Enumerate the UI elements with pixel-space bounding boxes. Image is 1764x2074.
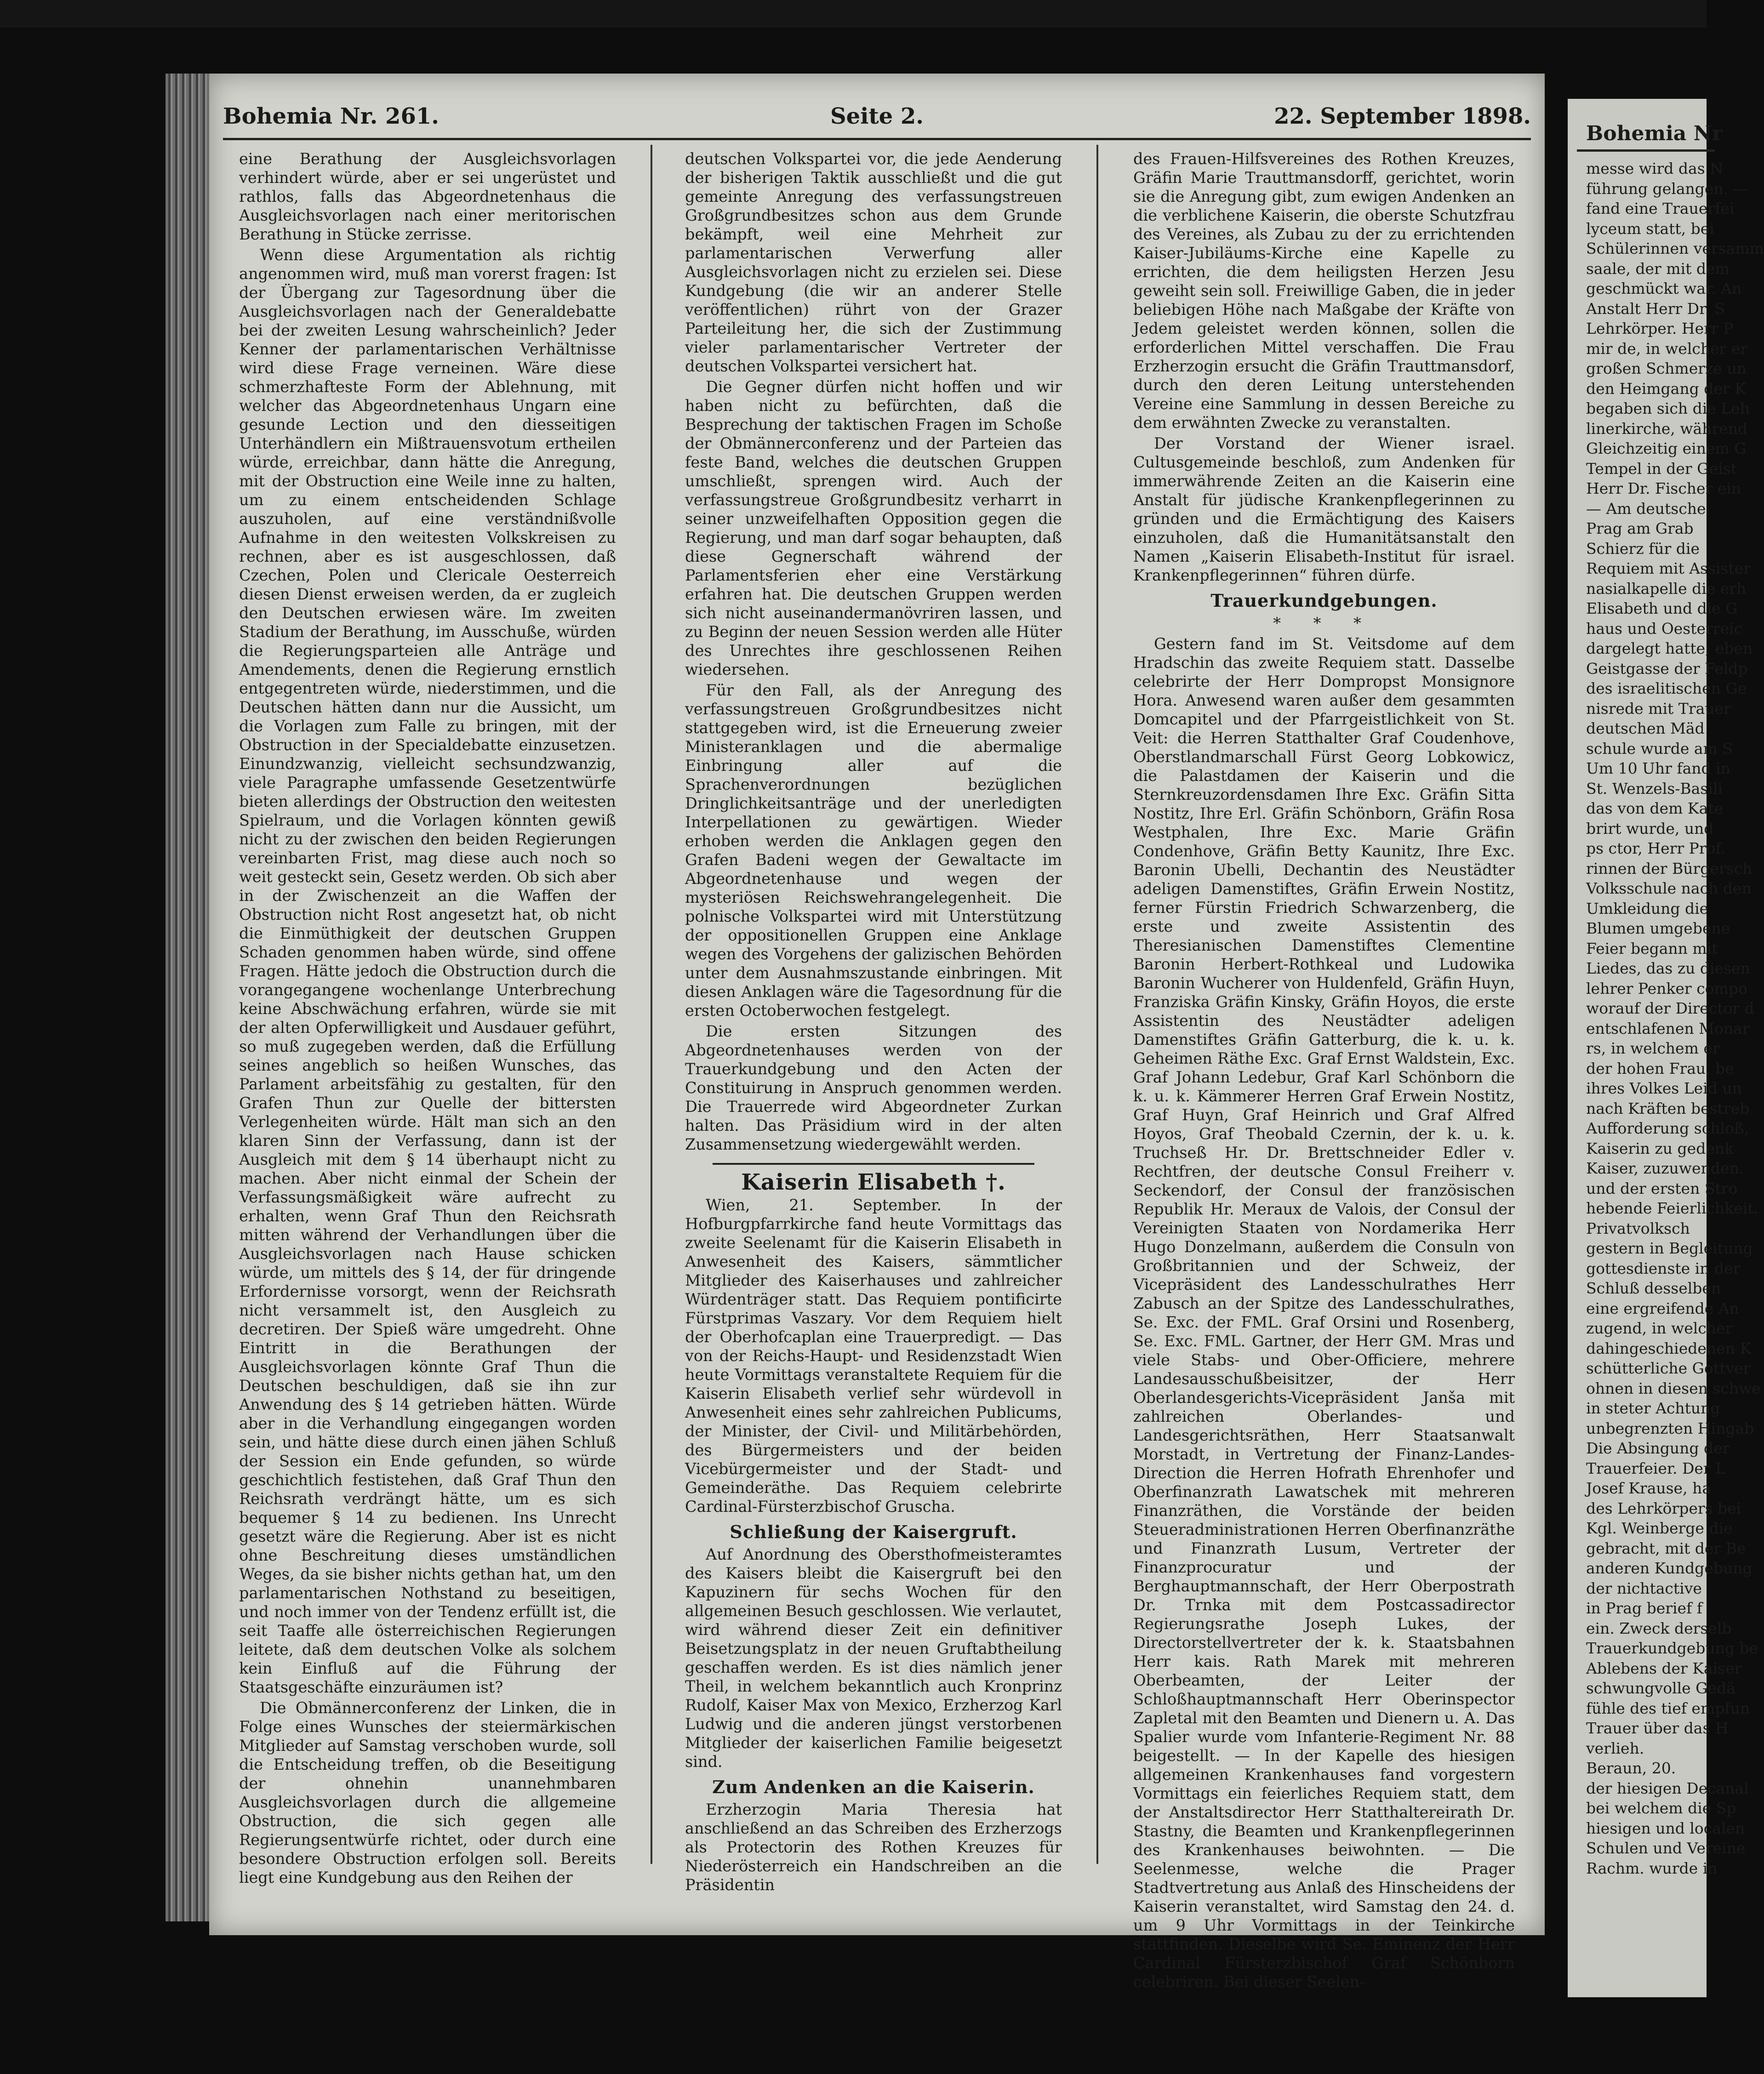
- next-page-fragment: [1568, 99, 1764, 1997]
- text-line: Beraun, 20.: [1586, 1759, 1676, 1777]
- text-line: verlieh.: [1586, 1739, 1644, 1757]
- text-line: rinnen der Bürgersch: [1586, 859, 1753, 877]
- column-1: [239, 149, 616, 1887]
- article-heading: Kaiserin Elisabeth †.: [741, 1169, 1006, 1195]
- text-line: geschmückt war. An: [1586, 279, 1742, 297]
- text-line: Trauer über das H: [1586, 1719, 1729, 1737]
- column-divider: [1096, 145, 1098, 1864]
- masthead-issue: Bohemia Nr. 261.: [223, 103, 439, 129]
- text-line: entschlafenen Monar: [1586, 1019, 1750, 1037]
- paragraph: Die ersten Sitzungen des Abgeordnetenhauses werden von der Trauerkundgebung und den Acten der Constituirung in Anspruch genommen werden. Die Trauerrede wird Abgeordneter Zurkan halten. Das Präsidium wird in der alten Zusammensetzung wiedergewählt werden.: [685, 1022, 1062, 1153]
- text-line: lyceum statt, bei: [1586, 219, 1714, 238]
- paragraph: Erzherzogin Maria Theresia hat anschließend an das Schreiben des Erzherzogs als Protectorin des Rothen Kreuzes für Niederösterreich ein Handschreiben an die Präsidentin: [685, 1801, 1062, 1894]
- paragraph: Wenn diese Argumentation als richtig angenommen wird, muß man vorerst fragen: Ist der Übergang zur Tagesordnung über die Ausgleichsvorlagen nach der Generaldebatte bei der zweiten Lesung wahrscheinlich? Jeder Kenner der parlamentarischen Verhältnisse wird diese Frage verneinen. Wäre diese schmerzhafteste Form der Ablehnung, mit welcher das Abgeordnetenhaus Ungarn eine gesunde Lection und den diesseitigen Unterhändlern ein Mißtrauensvotum ertheilen würde, erreichbar, dann hätte die Anregung, mit der Obstruction eine Weile inne zu halten, um zu einem entscheidenden Schlage auszuholen, auf eine verständnißvolle Aufnahme in den weitesten Volkskreisen zu rechnen, aber es ist ausgeschlossen, daß Czechen, Polen und Clericale Oesterreich diesen Dienst erweisen werden, da er zugleich den Deutschen erwiesen wäre. Im zweiten Stadium der Berathung, im Ausschuße, würden die Regierungsparteien alle Anträge und Amendements, denen die Regierung ernstlich entgegentreten würde, niederstimmen, und die Deutschen hätten dann nur die Aussicht, um die Vorlagen zum Falle zu bringen, mit der Obstruction in der Specialdebatte einzusetzen. Einundzwanzig, vielleicht sechsundzwanzig, viele Paragraphe umfassende Gesetzentwürfe bieten allerdings der Obstruction den weitesten Spielraum, und die Vorlagen könnten gewiß nicht zu der zwischen den beiden Regierungen vereinbarten Frist, mag diese auch noch so weit gesteckt sein, Gesetz werden. Ob sich aber in der Zwischenzeit an die Waffen der Obstruction nicht Rost angesetzt hat, ob nicht die Einmüthigkeit der deutschen Gruppen Schaden genommen haben würde, sind offene Fragen. Hätte jedoch die Obstruction durch die vorangegangene wochenlange Unterbrechung keine Abschwächung erfahren, würde sie mit der alten Opferwilligkeit und Ausdauer geführt, so muß zugegeben werden, daß die Erfüllung seines angeblich so heißen Wunsches, das Parlament arbeitsfähig zu gestalten, für den Grafen Thun zur Quelle der bittersten Verlegenheiten würde. Hält man sich an den klaren Sinn der Verfassung, dann ist der Ausgleich mit dem § 14 überhaupt nicht zu machen. Aber nicht einmal der Schein der Verfassungsmäßigkeit wäre aufrecht zu erhalten, wenn Graf Thun den Reichsrath mitten während der Verhandlungen über die Ausgleichsvorlagen nach Hause schicken würde, um mittels des § 14, der für dringende Erfordernisse vorsorgt, wenn der Reichsrath nicht versammelt ist, den Ausgleich zu decretiren. Der Spieß wäre umgedreht. Ohne Eintritt in die Berathungen der Ausgleichsvorlagen könnte Graf Thun die Deutschen beschuldigen, daß sie ihn zur Anwendung des § 14 getrieben hätten. Würde aber in die Verhandlung eingegangen worden sein, und hätte diese durch einen jähen Schluß der Session ein Ende gefunden, so würde geschichtlich festistehen, daß Graf Thun den Reichsrath verdrängt hätte, um es sich bequemer § 14 zu bedienen. Ins Unrecht gesetzt wäre die Regierung. Aber ist es nicht ohne Beschreitung dieses umständlichen Weges, da sie bisher nichts gethan hat, um den parlamentarischen Nothstand zu beseitigen, und noch immer von der Tendenz erfüllt ist, die seit Taaffe alle österreichischen Regierungen leitete, daß dem deutschen Volke als solchem kein Einfluß auf die Führung der Staatsgeschäfte einzuräumen ist?: [239, 246, 616, 1696]
- text-line: unbegrenzten Hingab: [1586, 1419, 1754, 1437]
- sub-heading: Schließung der Kaisergruft.: [730, 1521, 1017, 1542]
- text-line: führung gelangen. —: [1586, 179, 1748, 198]
- masthead-date: 22. September 1898.: [1274, 103, 1531, 129]
- text-line: Blumen umgebene: [1586, 919, 1730, 937]
- masthead-page-number: Seite 2.: [830, 103, 924, 129]
- text-line: Kaiserin zu gedenk: [1586, 1139, 1734, 1157]
- text-line: Privatvolksch: [1586, 1219, 1690, 1237]
- text-line: des Lehrkörpers bei: [1586, 1499, 1741, 1517]
- text-line: Die Absingung der: [1586, 1439, 1730, 1457]
- masthead-rule: [223, 138, 1531, 140]
- scan-background-band: [0, 0, 1707, 28]
- text-line: — Am deutsche: [1586, 499, 1706, 518]
- newspaper-page: [209, 74, 1545, 1991]
- text-line: Geistgasse der Feldp: [1586, 659, 1748, 678]
- sub-heading: Zum Andenken an die Kaiserin.: [712, 1777, 1035, 1797]
- text-line: anderen Kundgebung: [1586, 1559, 1753, 1577]
- text-line: Feier begann mit: [1586, 939, 1718, 957]
- text-line: ohnen in diesen schwe: [1586, 1379, 1761, 1397]
- next-page-header: Bohemia Nr: [1586, 122, 1723, 145]
- paragraph: Die Obmännerconferenz der Linken, die in Folge eines Wunsches der steiermärkischen Mitglieder auf Samstag verschoben wurde, soll die Entscheidung treffen, ob die Beseitigung der ohnehin unannehmbaren Ausgleichsvorlagen durch die allgemeine Obstruction, die sich gegen alle Regierungsentwürfe richtet, oder durch eine besondere Obstruction erfolgen soll. Bereits liegt eine Kundgebung aus den Reihen der: [239, 1699, 616, 1886]
- text-line: eine ergreifende An: [1586, 1299, 1739, 1317]
- paragraph: Die Gegner dürfen nicht hoffen und wir haben nicht zu befürchten, daß die Besprechung der taktischen Fragen im Schoße der Obmännerconferenz und der Parteien das feste Band, welches die deutschen Gruppen umschließt, sprengen wird. Auch der verfassungstreue Großgrundbesitz verharrt in seiner unzweifelhaften Opposition gegen die Regierung, und man darf sogar behaupten, daß diese Gegnerschaft während der Parlamentsferien eher eine Verstärkung erfahren hat. Die deutschen Gruppen werden sich nicht auseinandermanövriren lassen, und zu Beginn der neuen Session werden alle Hüter des Unrechtes ihre geschlossenen Reihen wiedersehen.: [685, 378, 1062, 678]
- text-line: brirt wurde, und: [1586, 819, 1714, 838]
- text-line: Liedes, das zu diesen: [1586, 959, 1750, 977]
- text-line: und der ersten Stro: [1586, 1179, 1738, 1197]
- text-line: messe wird das N: [1586, 160, 1723, 177]
- text-line: saale, der mit dem: [1586, 259, 1730, 278]
- section-rule: [713, 1163, 1034, 1165]
- paragraph: Der Vorstand der Wiener israel. Cultusgemeinde beschloß, zum Andenken für immerwährende Zeiten an die Kaiserin eine Anstalt für jüdische Krankenpflegerinnen zu gründen und die Ermächtigung des Kaisers einzuholen, daß die Humanitätsanstalt den Namen „Kaiserin Elisabeth-Institut für israel. Krankenpflegerinnen“ führen dürfe.: [1133, 434, 1515, 584]
- text-line: Gleichzeitig einem G: [1586, 439, 1747, 457]
- text-line: Schulen und Vereine: [1586, 1839, 1746, 1857]
- text-line: zugend, in welcher: [1586, 1319, 1733, 1337]
- text-line: das von dem Kate: [1586, 799, 1724, 817]
- paragraph: Wien, 21. September. In der Hofburgpfarrkirche fand heute Vormittags das zweite Seelenamt für die Kaiserin Elisabeth in Anwesenheit des Kaisers, sämmtlicher Mitglieder des Kaiserhauses und zahlreicher Würdenträger statt. Das Requiem pontificirte Fürstprimas Vaszary. Vor dem Requiem hielt der Oberhofcaplan eine Trauerpredigt. — Das von der Reichs-Haupt- und Residenzstadt Wien heute Vormittags veranstaltete Requiem für die Kaiserin Elisabeth verlief sehr würdevoll in Anwesenheit eines sehr zahlreichen Publicums, der Minister, der Civil- und Militärbehörden, des Bürgermeisters und der beiden Vicebürgermeister und der Stadt- und Gemeinderäthe. Das Requiem celebrirte Cardinal-Fürsterzbischof Gruscha.: [685, 1196, 1062, 1516]
- separator-stars: * * *: [1273, 614, 1375, 632]
- text-line: rs, in welchem er: [1586, 1039, 1720, 1057]
- text-line: der hiesigen Decanal: [1586, 1779, 1749, 1797]
- paragraph: Für den Fall, als der Anregung des verfassungstreuen Großgrundbesitzes nicht stattgegeben wird, ist die Erneuerung zweier Ministeranklagen und die abermalige Einbringung aller auf die Sprachenverordnungen bezüglichen Dringlichkeitsanträge und der unerledigten Interpellationen zu gewärtigen. Wieder erhoben werden die Anklagen gegen den Grafen Badeni wegen der Gewaltacte im Abgeordnetenhause und wegen der mysteriösen Reichswehrangelegenheit. Die polnische Volkspartei wird mit Unterstützung der oppositionellen Gruppen eine Anklage wegen des Vorgehens der galizischen Behörden unter dem Ausnahmszustande einbringen. Mit diesen Anklagen wäre die Tagesordnung für die ersten Octoberwochen festgelegt.: [685, 681, 1062, 1020]
- column-2: [685, 149, 1062, 1894]
- text-line: Ablebens der Kaiser: [1586, 1659, 1742, 1677]
- text-line: Trauerfeier. Der L: [1586, 1459, 1726, 1477]
- text-line: Elisabeth und die G: [1586, 599, 1738, 617]
- paragraph: des Frauen-Hilfsvereines des Rothen Kreuzes, Gräfin Marie Trauttmansdorff, gerichtet, worin sie die Anregung gibt, zum ewigen Andenken an die verblichene Kaiserin, die oberste Schutzfrau des Vereines, als Zubau zu der zu errichtenden Kaiser-Jubiläums-Kirche eine Kapelle zu errichten, die dem heiligsten Herzen Jesu geweiht sein soll. Freiwillige Gaben, die in jeder beliebigen Höhe nach Maßgabe der Kräfte von Jedem geleistet werden können, sollen die erforderlichen Mittel verschaffen. Die Frau Erzherzogin ersucht die Gräfin Trauttmansdorf, durch den deren Leitung unterstehenden Vereine eine Sammlung in dessen Bereiche zu dem erwähnten Zwecke zu veranstalten.: [1133, 150, 1515, 432]
- text-line: schwungvolle Gedä: [1586, 1679, 1735, 1697]
- text-line: fühle des tief empfun: [1586, 1699, 1750, 1717]
- sub-heading: Trauerkundgebungen.: [1210, 590, 1438, 611]
- text-line: großen Schmerze un: [1586, 359, 1747, 377]
- text-line: deutschen Mäd: [1586, 719, 1705, 737]
- text-line: gebracht, mit der Be: [1586, 1539, 1746, 1557]
- text-line: fand eine Trauerfei: [1586, 199, 1735, 217]
- text-line: gestern in Begleitung: [1586, 1239, 1753, 1257]
- text-line: Um 10 Uhr fand in: [1586, 759, 1730, 777]
- text-line: Tempel in der Geist: [1586, 459, 1737, 478]
- text-line: Aufforderung schloß,: [1586, 1119, 1749, 1137]
- book-page-edges: [166, 74, 209, 1921]
- text-line: des israelitischen Ge: [1586, 679, 1747, 697]
- text-line: Rachm. wurde in: [1586, 1859, 1718, 1877]
- text-line: worauf der Director d: [1586, 999, 1754, 1017]
- text-line: Umkleidung die: [1586, 899, 1709, 917]
- next-page-text: [1586, 159, 1764, 1878]
- text-line: ps ctor, Herr Prof.: [1586, 839, 1726, 857]
- text-line: Prag am Grab: [1586, 519, 1694, 537]
- masthead: [223, 103, 1531, 136]
- text-line: in steter Achtung: [1586, 1399, 1720, 1417]
- text-line: hiesigen und localen: [1586, 1819, 1745, 1837]
- text-line: begaben sich die Leh: [1586, 399, 1750, 417]
- text-line: Volksschule nach den: [1586, 879, 1752, 897]
- text-line: bei welchem die Sp: [1586, 1799, 1736, 1817]
- text-line: Kaiser, zuzuwenden.: [1586, 1159, 1744, 1177]
- text-line: Lehrkörper. Herr P: [1586, 319, 1734, 337]
- column-3: [1133, 149, 1515, 1991]
- text-line: den Heimgang der K: [1586, 379, 1746, 398]
- text-line: haus und Oesterreic: [1586, 619, 1743, 638]
- text-line: nasialkapelle die erh: [1586, 579, 1747, 598]
- text-line: ihres Volkes Leid un: [1586, 1079, 1742, 1097]
- text-line: hebende Feierlichkeit.: [1586, 1199, 1758, 1217]
- column-divider: [651, 145, 652, 1864]
- text-line: in Prag berief f: [1586, 1599, 1702, 1617]
- text-line: schütterliche Gottver: [1586, 1359, 1751, 1377]
- text-line: Schülerinnen versamm: [1586, 239, 1764, 257]
- text-line: Herr Dr. Fischer ein: [1586, 479, 1741, 497]
- text-line: Schierz für die: [1586, 539, 1700, 558]
- text-line: der nichtactive: [1586, 1579, 1702, 1597]
- text-line: Anstalt Herr Dr. S: [1586, 299, 1725, 318]
- paragraph: Gestern fand im St. Veitsdome auf dem Hradschin das zweite Requiem statt. Dasselbe celebrirte der Herr Dompropst Monsignore Hora. Anwesend waren außer dem gesammten Domcapitel und der Pfarrgeistlichkeit von St. Veit: die Herren Statthalter Graf Coudenhove, Oberstlandmarschall Fürst Georg Lobkowicz, die Palastdamen der Kaiserin und die Sternkreuzordensdamen Ihre Exc. Gräfin Sitta Nostitz, Ihre Erl. Gräfin Schönborn, Gräfin Rosa Westphalen, Ihre Exc. Marie Gräfin Condenhove, Gräfin Betty Kaunitz, Ihre Exc. Baronin Ubelli, Dechantin des Neustädter adeligen Damenstiftes, Gräfin Erwein Nostitz, ferner Fürstin Friedrich Schwarzenberg, die erste und zweite Assistentin des Theresianischen Damenstiftes Clementine Baronin Herbert-Rothkeal und Ludowika Baronin Wucherer von Huldenfeld, Gräfin Huyn, Franziska Gräfin Kinsky, Gräfin Hoyos, die erste Assistentin des Neustädter adeligen Damenstiftes Gräfin Gatterburg, die k. u. k. Geheimen Räthe Exc. Graf Ernst Waldstein, Exc. Graf Johann Ledebur, Graf Karl Schönborn die k. u. k. Kämmerer Herren Graf Erwein Nostitz, Graf Huyn, Graf Heinrich und Graf Alfred Hoyos, Graf Theobald Czernin, der k. u. k. Truchseß Hr. Dr. Brettschneider Edler v. Rechtfren, der deutsche Consul Freiherr v. Seckendorf, der Consul der französischen Republik Hr. Meraux de Valois, der Consul der Vereinigten Staaten von Nordamerika Herr Hugo Donzelmann, außerdem die Consuln von Großbritannien und der Schweiz, der Vicepräsident des Landesschulrathes Herr Zabusch an der Spitze des Landesschulrathes, Se. Exc. der FML. Graf Orsini und Rosenberg, Se. Exc. FML. Gartner, der Herr GM. Mras und viele Stabs- und Ober-Officiere, mehrere Landesausschußbeisitzer, der Herr Oberlandesgerichts-Vicepräsident Janša mit zahlreichen Oberlandes- und Landesgerichtsräthen, Herr Staatsanwalt Morstadt, in Vertretung der Finanz-Landes-Direction die Herren Hofrath Ehrenhofer und Oberfinanzrath Lawatschek mit mehreren Finanzräthen, die Vorstände der beiden Steueradministrationen Herren Oberfinanzräthe und Finanzrath Lusum, Vertreter der Finanzprocuratur und der Berghauptmannschaft, der Herr Oberpostrath Dr. Trnka mit dem Postcassadirector Regierungsrathe Joseph Lukes, der Directorstellvertreter der k. k. Staatsbahnen Herr kais. Rath Marek mit mehreren Oberbeamten, der Leiter der Schloßhauptmannschaft Herr Oberinspector Zapletal mit den Beamten und Dienern u. A. Das Spalier wurde vom Infanterie-Regiment Nr. 88 beigestellt. — In der Kapelle des hiesigen allgemeinen Krankenhauses fand vorgestern Vormittags ein feierliches Requiem statt, dem der Anstaltsdirector Herr Statthaltereirath Dr. Stastny, die Beamten und Krankenpflegerinnen des Krankenhauses beiwohnten. — Die Seelenmesse, welche die Prager Stadtvertretung aus Anlaß des Hinscheidens der Kaiserin veranstaltet, wird Samstag den 24. d. um 9 Uhr Vormittags in der Teinkirche stattfinden. Dieselbe wird Se. Eminenz der Herr Cardinal Fürsterzbischof Graf Schönborn celebriren. Bei dieser Seelen-: [1133, 635, 1515, 1991]
- text-line: St. Wenzels-Basili: [1586, 779, 1723, 798]
- text-line: dargelegt hatte; eben: [1586, 639, 1753, 657]
- paragraph: deutschen Volkspartei vor, die jede Aenderung der bisherigen Taktik ausschließt und die gut gemeinte Anregung des verfassungstreuen Großgrundbesitzes schon aus dem Grunde bekämpft, weil eine Mehrheit zur parlamentarischen Verwerfung aller Ausgleichsvorlagen nicht zu erzielen sei. Diese Kundgebung (die wir an anderer Stelle veröffentlichen) rührt von der Grazer Parteileitung her, die sich der Zustimmung vieler parlamentarischer Vertreter der deutschen Volkspartei versichert hat.: [685, 150, 1062, 375]
- text-line: nach Kräften bestreb: [1586, 1099, 1750, 1117]
- text-line: Kgl. Weinberge die: [1586, 1519, 1733, 1537]
- text-line: Requiem mit Assister: [1586, 559, 1751, 577]
- text-line: Trauerkundgebung be: [1586, 1639, 1758, 1657]
- text-line: linerkirche, während: [1586, 419, 1748, 438]
- paragraph: eine Berathung der Ausgleichsvorlagen verhindert würde, aber er sei ungerüstet und rathlos, falls das Abgeordnetenhaus die Ausgleichsvorlagen nach einer meritorischen Berathung in Stücke zerrisse.: [239, 150, 616, 243]
- text-line: der hohen Frau, be: [1586, 1059, 1734, 1077]
- text-line: schule wurde am S: [1586, 739, 1733, 758]
- text-line: mir de, in welcher er: [1586, 339, 1748, 358]
- text-line: Schluß desselben: [1586, 1279, 1721, 1297]
- text-line: lehrer Penker compo: [1586, 979, 1747, 997]
- next-page-rule: [1577, 149, 1715, 152]
- text-line: ein. Zweck derselb: [1586, 1619, 1732, 1637]
- text-line: Josef Krause, ha: [1586, 1479, 1711, 1497]
- text-line: gottesdienste in der: [1586, 1259, 1741, 1277]
- paragraph: Auf Anordnung des Obersthofmeisteramtes des Kaisers bleibt die Kaisergruft bei den Kapuzinern für sechs Wochen für den allgemeinen Besuch geschlossen. Wie verlautet, wird während dieser Zeit ein definitiver Beisetzungsplatz in der neuen Gruftabtheilung geschaffen werden. Es ist dies nämlich jener Theil, in welchem bekanntlich auch Kronprinz Rudolf, Kaiser Max von Mexico, Erzherzog Karl Ludwig und die anderen jüngst verstorbenen Mitglieder der kaiserlichen Familie beigesetzt sind.: [685, 1545, 1062, 1771]
- text-line: dahingeschiedenen K: [1586, 1339, 1752, 1357]
- text-line: nisrede mit Trauer: [1586, 699, 1731, 718]
